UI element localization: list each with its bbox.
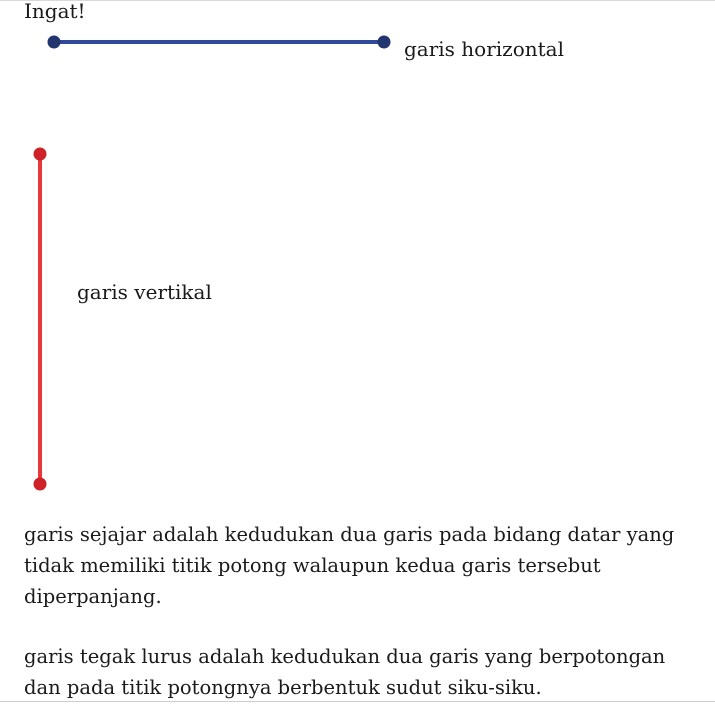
parallel-lines-definition: garis sejajar adalah kedudukan dua garis pada bidang datar yang tidak memiliki titik potong walaupun kedua garis tersebut diperpanjang. xyxy=(24,523,675,608)
bottom-border xyxy=(0,701,715,702)
perpendicular-lines-definition: garis tegak lurus adalah kedudukan dua garis yang berpotongan dan pada titik potongnya berbentuk sudut siku-siku. xyxy=(24,645,666,699)
horizontal-line-end-point xyxy=(378,36,391,49)
horizontal-line-start-point xyxy=(48,36,61,49)
page-heading: Ingat! xyxy=(24,0,86,23)
vertical-line-bottom-point xyxy=(34,478,47,491)
vertical-line-top-point xyxy=(34,148,47,161)
horizontal-line-label: garis horizontal xyxy=(404,37,564,61)
vertical-line-label: garis vertikal xyxy=(77,280,212,304)
